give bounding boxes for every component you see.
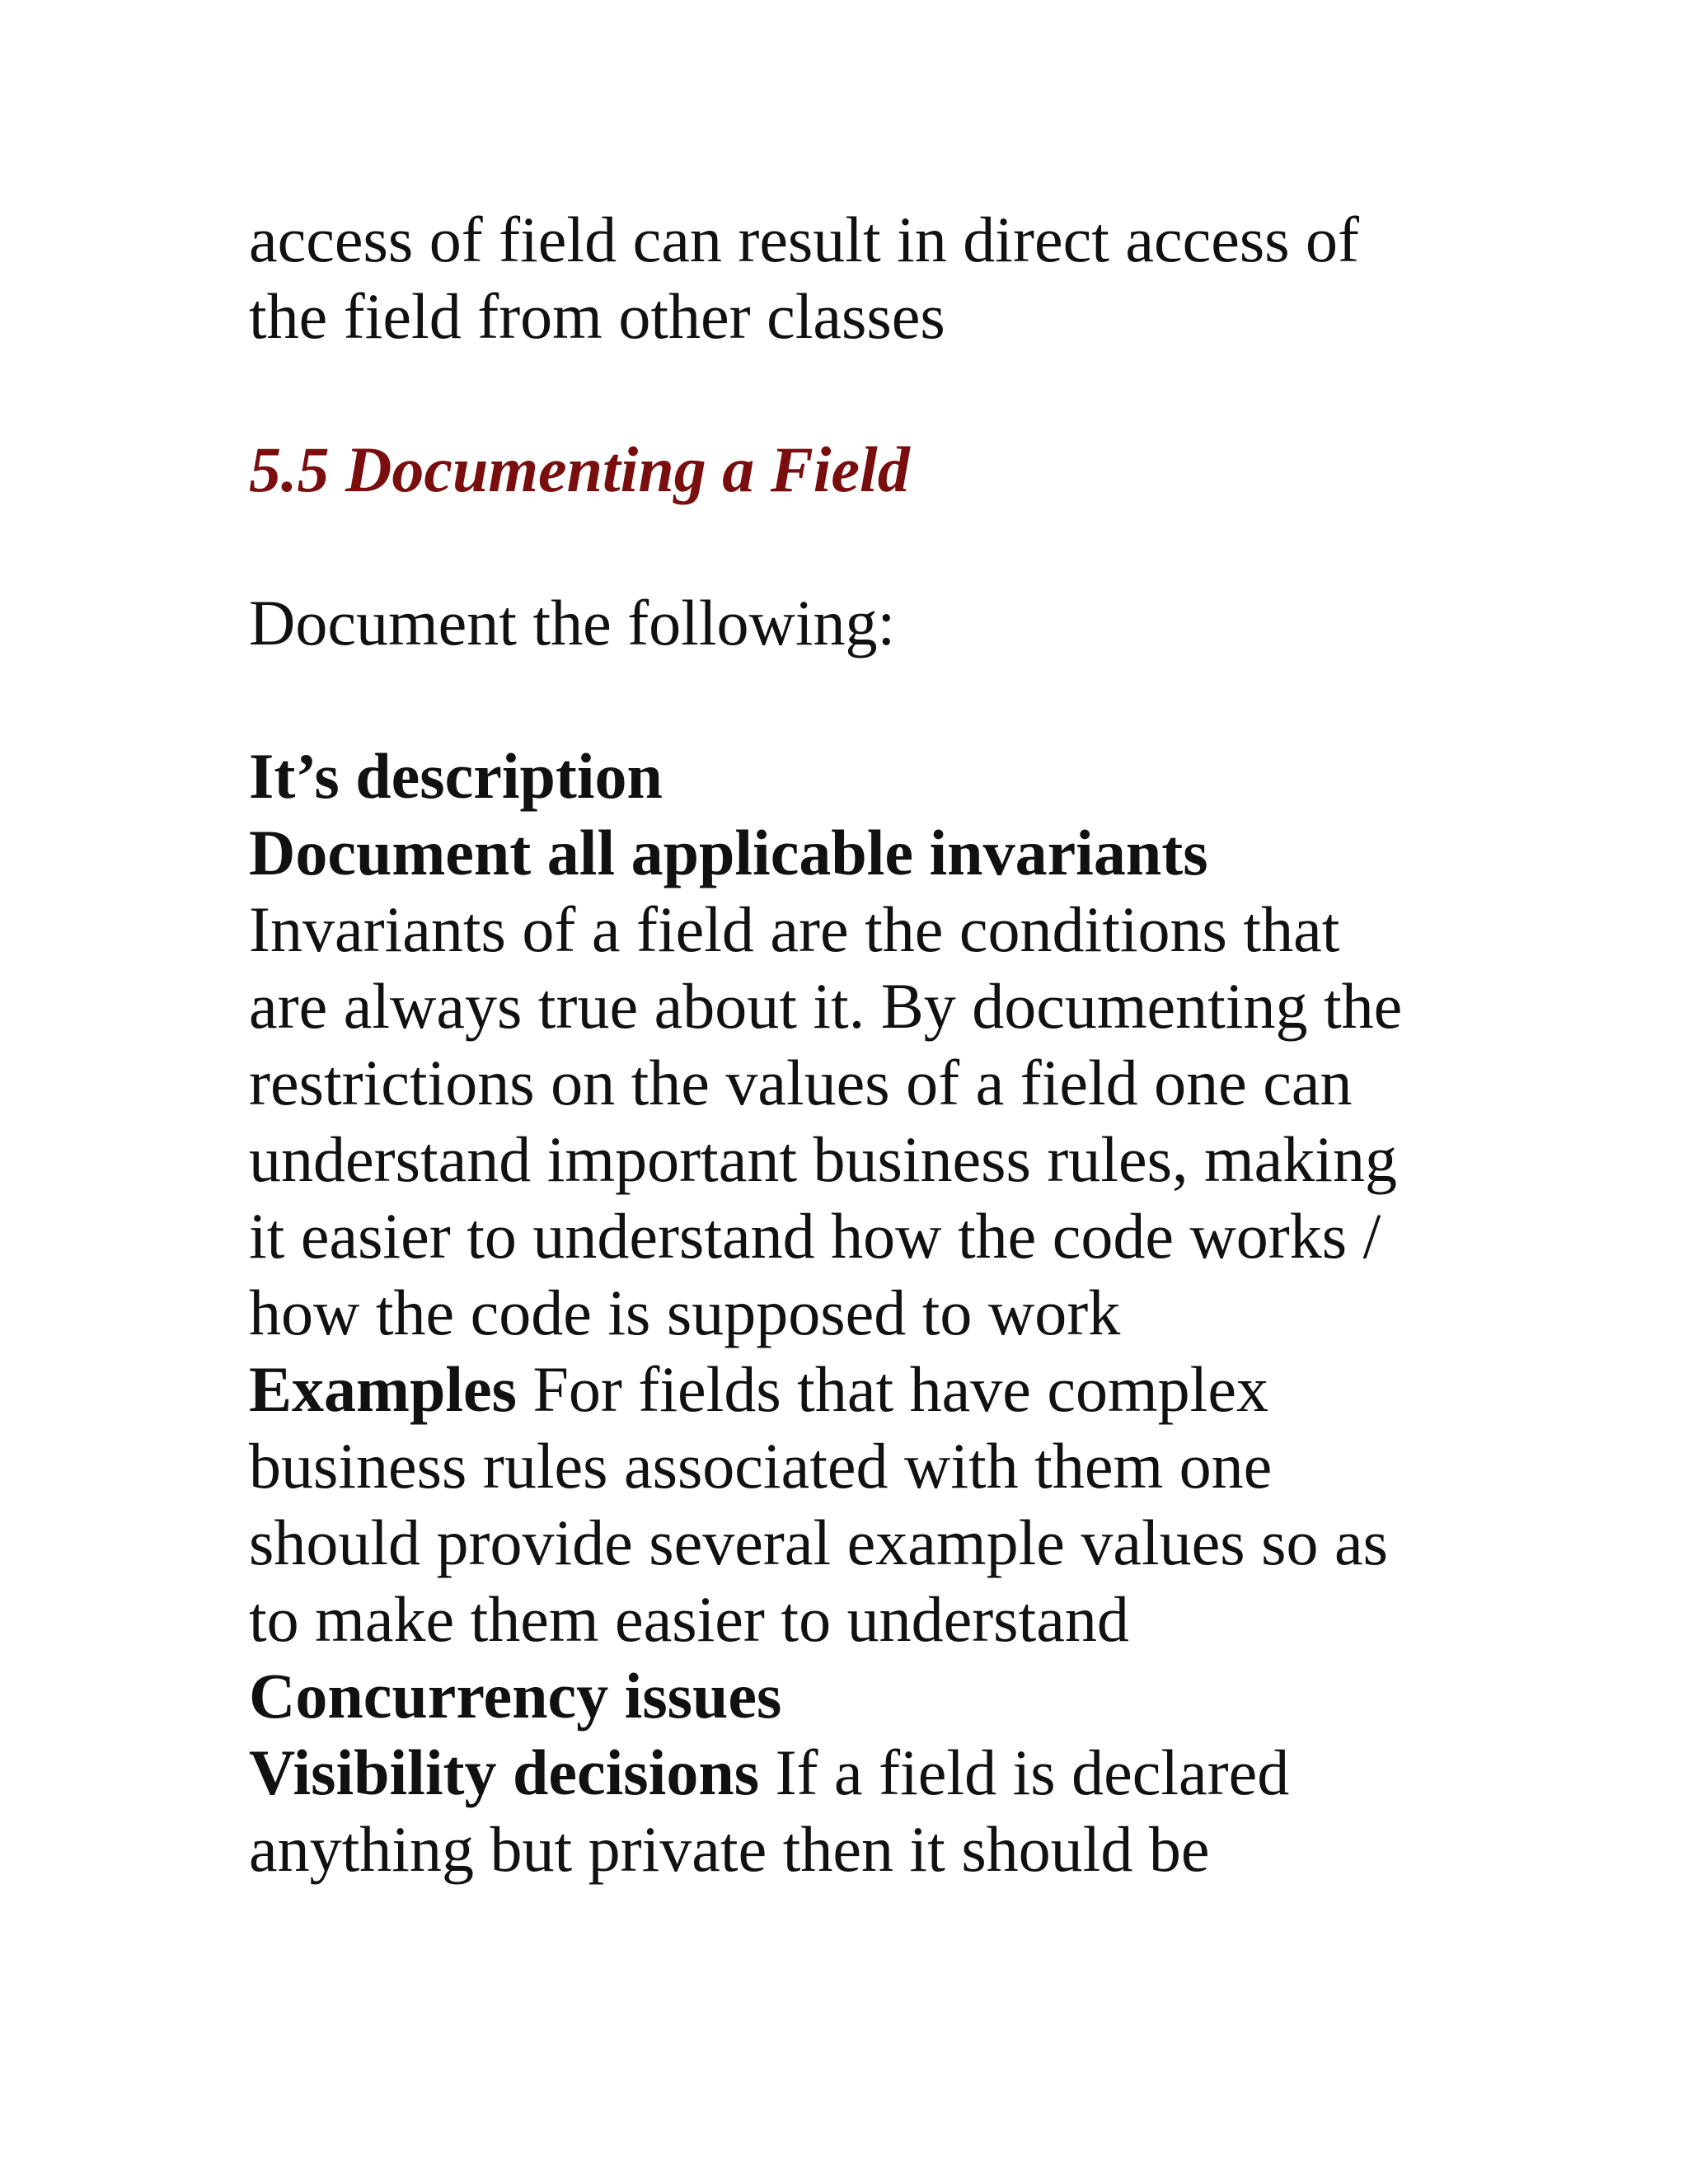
spacer — [249, 508, 1485, 584]
section-heading: 5.5 Documenting a Field — [249, 434, 910, 505]
invariants-line: are always true about it. By documenting the — [249, 970, 1403, 1042]
invariants-title: Document all applicable invariants — [249, 817, 1208, 888]
spacer — [249, 354, 1485, 431]
section-lead — [249, 584, 1485, 661]
spacer — [249, 661, 1485, 738]
visibility-line — [249, 1734, 1485, 1811]
lead-line: Document the following: — [249, 587, 896, 658]
examples-line: should provide several example values so as — [249, 1507, 1388, 1578]
visibility-text: If a field is declared — [759, 1736, 1290, 1808]
visibility-line: anything but private then it should be — [249, 1813, 1210, 1885]
visibility-title: Visibility decisions — [249, 1736, 760, 1808]
invariants-line: restrictions on the values of a field one can — [249, 1047, 1353, 1118]
intro-line: access of field can result in direct access of — [249, 204, 1360, 275]
examples-title: Examples — [249, 1353, 518, 1425]
invariants-line: Invariants of a field are the conditions that — [249, 893, 1340, 965]
intro-paragraph — [249, 201, 1485, 354]
invariants-line: how the code is supposed to work — [249, 1277, 1121, 1348]
examples-text: For fields that have complex — [517, 1353, 1268, 1425]
examples-line: business rules associated with them one — [249, 1430, 1273, 1502]
items-block — [249, 738, 1485, 1887]
examples-line — [249, 1351, 1485, 1427]
concurrency-title: Concurrency issues — [249, 1660, 782, 1732]
intro-line: the field from other classes — [249, 280, 945, 352]
examples-line: to make them easier to understand — [249, 1583, 1129, 1655]
page-content — [249, 201, 1485, 1887]
invariants-line: it easier to understand how the code works / — [249, 1200, 1381, 1272]
invariants-line: understand important business rules, making — [249, 1123, 1397, 1195]
description-title: It’s description — [249, 740, 663, 812]
